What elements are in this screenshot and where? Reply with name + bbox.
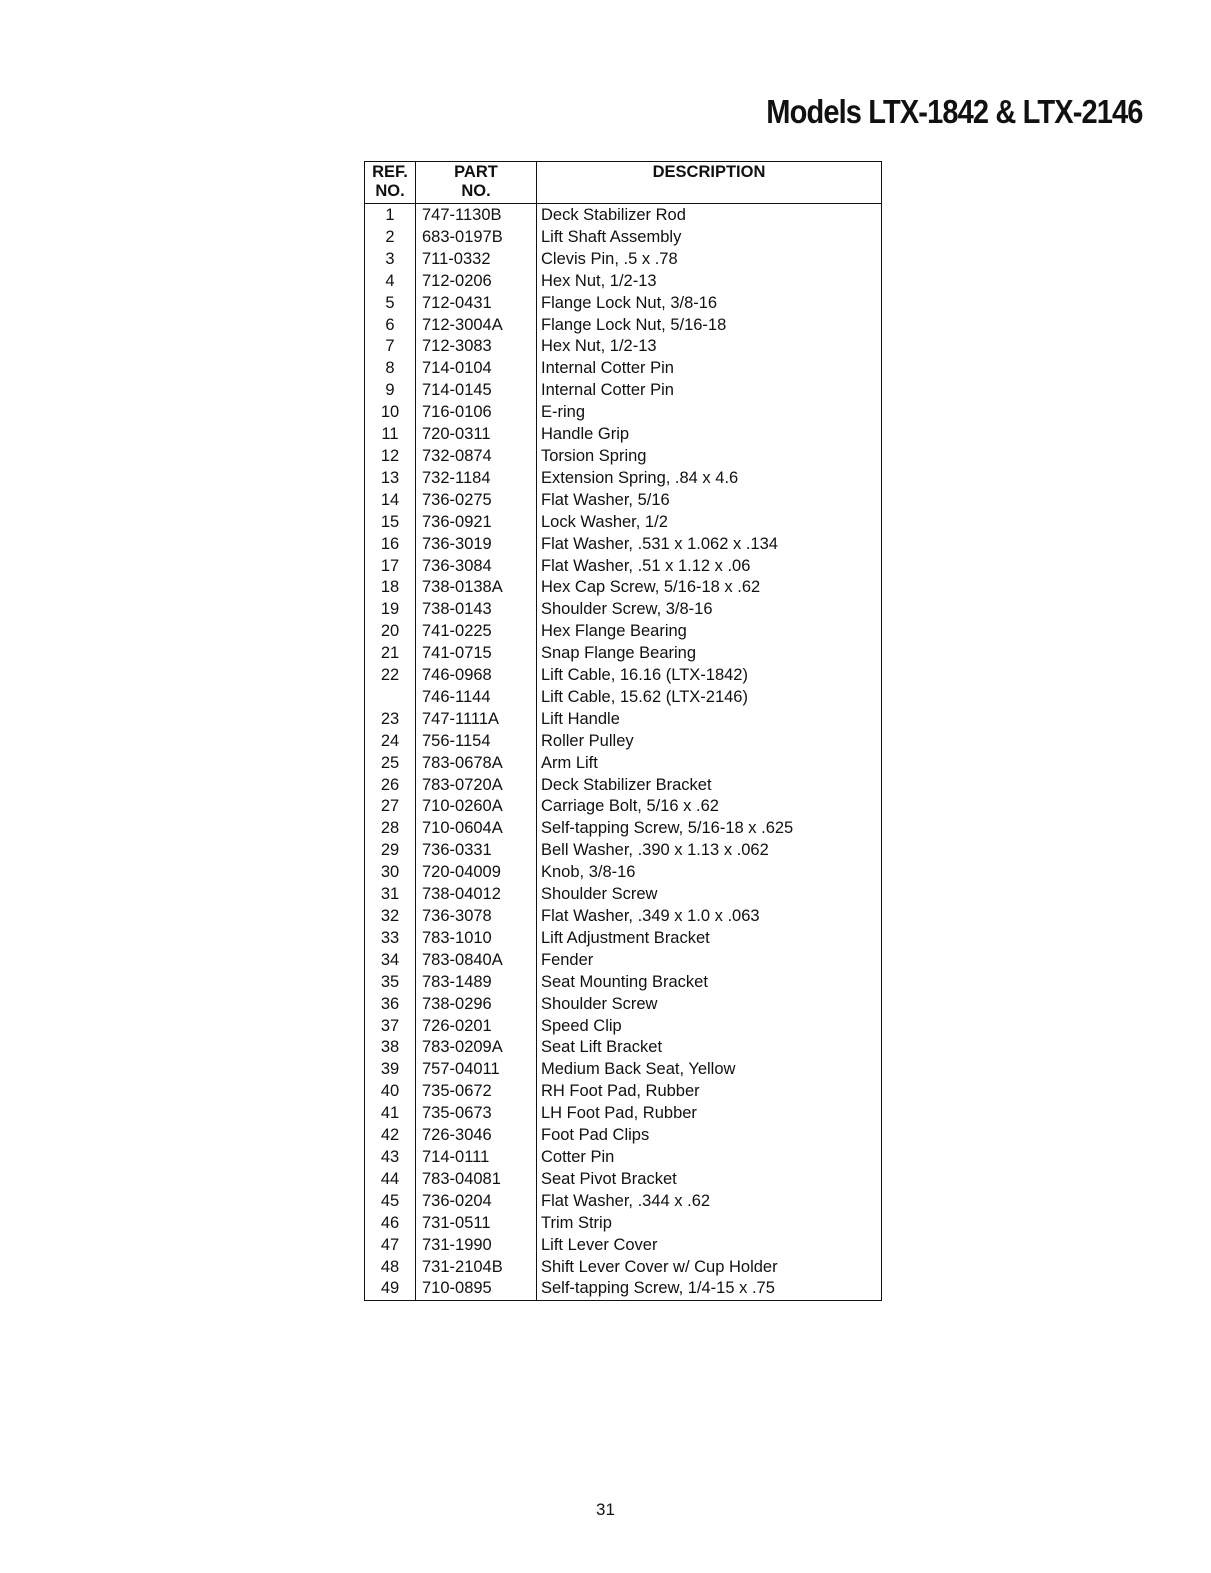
ref-no-cell [365, 687, 416, 709]
description-cell: Speed Clip [541, 1016, 622, 1035]
description-cell: Internal Cotter Pin [541, 381, 674, 400]
ref-no-cell: 34 [365, 950, 416, 972]
part-no-cell: 714-0111 [416, 1147, 537, 1169]
ref-no-cell: 47 [365, 1235, 416, 1257]
part-no-cell: 741-0715 [416, 643, 537, 665]
part-no-cell: 720-0311 [416, 424, 537, 446]
part-no-cell: 736-0921 [416, 512, 537, 534]
part-no-header [416, 162, 537, 204]
ref-no-cell: 46 [365, 1213, 416, 1235]
ref-no-cell: 25 [365, 753, 416, 775]
part-no-cell: 735-0672 [416, 1081, 537, 1103]
table-row [365, 1103, 882, 1125]
table-row [365, 1235, 882, 1257]
ref-no-cell: 23 [365, 709, 416, 731]
description-cell: Fender [541, 950, 594, 969]
part-no-cell: 746-1144 [416, 687, 537, 709]
description-cell: Seat Lift Bracket [541, 1038, 663, 1057]
table-row [365, 534, 882, 556]
parts-list-table [364, 161, 882, 1301]
ref-no-cell: 29 [365, 840, 416, 862]
ref-header-line2: NO. [375, 182, 405, 200]
ref-no-cell: 43 [365, 1147, 416, 1169]
ref-no-cell: 24 [365, 731, 416, 753]
part-no-cell: 736-3078 [416, 906, 537, 928]
description-cell: Lift Adjustment Bracket [541, 928, 710, 947]
description-cell: Flat Washer, .349 x 1.0 x .063 [541, 907, 760, 925]
ref-no-cell: 6 [365, 315, 416, 337]
table-row [365, 204, 882, 227]
description-cell: Knob, 3/8-16 [541, 863, 636, 882]
table-row [365, 1147, 882, 1169]
ref-no-cell: 13 [365, 468, 416, 490]
ref-no-cell: 32 [365, 906, 416, 928]
ref-no-cell: 37 [365, 1016, 416, 1038]
description-cell: Snap Flange Bearing [541, 644, 697, 663]
part-no-cell: 746-0968 [416, 665, 537, 687]
table-header [365, 162, 882, 204]
table-row [365, 1037, 882, 1059]
description-cell: Internal Cotter Pin [541, 359, 674, 378]
description-cell: Arm Lift [541, 753, 598, 772]
part-no-cell: 736-0331 [416, 840, 537, 862]
ref-no-cell: 15 [365, 512, 416, 534]
description-cell: Trim Strip [541, 1213, 612, 1232]
part-no-cell: 726-3046 [416, 1125, 537, 1147]
description-cell: LH Foot Pad, Rubber [541, 1104, 697, 1123]
ref-no-cell: 48 [365, 1257, 416, 1279]
ref-no-cell: 26 [365, 775, 416, 797]
description-cell: RH Foot Pad, Rubber [541, 1082, 700, 1101]
part-no-cell: 736-3019 [416, 534, 537, 556]
table-row [365, 972, 882, 994]
ref-no-cell: 28 [365, 818, 416, 840]
description-cell: Torsion Spring [541, 446, 647, 465]
ref-no-cell: 5 [365, 293, 416, 315]
part-no-cell: 738-0143 [416, 599, 537, 621]
part-no-cell: 783-0678A [416, 753, 537, 775]
description-cell: Flat Washer, 5/16 [541, 490, 670, 509]
description-cell: E-ring [541, 403, 586, 422]
description-cell: Hex Nut, 1/2-13 [541, 271, 657, 290]
table-row [365, 884, 882, 906]
table-row [365, 577, 882, 599]
table-row [365, 315, 882, 337]
ref-no-cell: 18 [365, 577, 416, 599]
table-row [365, 512, 882, 534]
ref-no-cell: 31 [365, 884, 416, 906]
header-row [365, 162, 882, 204]
part-no-cell: 710-0604A [416, 818, 537, 840]
part-no-cell: 711-0332 [416, 249, 537, 271]
ref-no-cell: 20 [365, 621, 416, 643]
ref-no-cell: 14 [365, 490, 416, 512]
ref-no-cell: 33 [365, 928, 416, 950]
ref-no-cell: 19 [365, 599, 416, 621]
part-no-cell: 712-3083 [416, 336, 537, 358]
table-row [365, 1125, 882, 1147]
ref-no-cell: 49 [365, 1278, 416, 1300]
table-row [365, 1257, 882, 1279]
ref-no-cell: 7 [365, 336, 416, 358]
description-cell: Flat Washer, .344 x .62 [541, 1191, 711, 1210]
table-row [365, 336, 882, 358]
table-row [365, 1081, 882, 1103]
part-no-cell: 736-0204 [416, 1191, 537, 1213]
description-cell: Bell Washer, .390 x 1.13 x .062 [541, 841, 769, 860]
description-cell: Hex Nut, 1/2-13 [541, 337, 657, 356]
ref-no-cell: 22 [365, 665, 416, 687]
table-row [365, 643, 882, 665]
table-row [365, 358, 882, 380]
description-cell: Flat Washer, .51 x 1.12 x .06 [541, 556, 751, 575]
table-row [365, 1213, 882, 1235]
table-row [365, 862, 882, 884]
table-row [365, 818, 882, 840]
table-row [365, 753, 882, 775]
ref-no-cell: 12 [365, 446, 416, 468]
part-no-cell: 726-0201 [416, 1016, 537, 1038]
description-cell: Shift Lever Cover w/ Cup Holder [541, 1257, 778, 1276]
part-no-cell: 731-2104B [416, 1257, 537, 1279]
part-no-cell: 720-04009 [416, 862, 537, 884]
table-row [365, 994, 882, 1016]
ref-no-cell: 40 [365, 1081, 416, 1103]
ref-no-cell: 9 [365, 380, 416, 402]
description-cell: Lift Cable, 16.16 (LTX-1842) [541, 666, 748, 685]
table-row [365, 271, 882, 293]
part-no-cell: 756-1154 [416, 731, 537, 753]
description-cell: Lift Lever Cover [541, 1235, 658, 1254]
table-row [365, 1191, 882, 1213]
page-title: Models LTX-1842 & LTX-2146 [766, 93, 1143, 130]
table-row [365, 906, 882, 928]
description-cell: Deck Stabilizer Rod [541, 206, 686, 224]
table-row [365, 775, 882, 797]
table-row [365, 468, 882, 490]
table-row [365, 1016, 882, 1038]
ref-no-cell: 21 [365, 643, 416, 665]
table-row [365, 665, 882, 687]
table-row [365, 249, 882, 271]
part-no-cell: 731-1990 [416, 1235, 537, 1257]
description-cell: Extension Spring, .84 x 4.6 [541, 468, 739, 487]
part-no-cell: 732-1184 [416, 468, 537, 490]
part-no-cell: 735-0673 [416, 1103, 537, 1125]
ref-no-cell: 45 [365, 1191, 416, 1213]
table-row [365, 402, 882, 424]
table-row [365, 1169, 882, 1191]
table-row [365, 599, 882, 621]
ref-no-cell: 11 [365, 424, 416, 446]
table-row [365, 928, 882, 950]
part-no-cell: 783-04081 [416, 1169, 537, 1191]
description-cell: Self-tapping Screw, 1/4-15 x .75 [541, 1279, 775, 1298]
ref-no-cell: 35 [365, 972, 416, 994]
ref-no-cell: 39 [365, 1059, 416, 1081]
description-cell: Flange Lock Nut, 3/8-16 [541, 293, 718, 312]
part-no-cell: 710-0260A [416, 796, 537, 818]
description-cell: Clevis Pin, .5 x .78 [541, 249, 678, 268]
description-header-label: DESCRIPTION [652, 163, 766, 181]
ref-no-cell: 30 [365, 862, 416, 884]
part-no-cell: 738-0138A [416, 577, 537, 599]
table-row [365, 621, 882, 643]
description-cell: Cotter Pin [541, 1147, 615, 1166]
part-no-cell: 783-0209A [416, 1037, 537, 1059]
part-no-cell: 747-1111A [416, 709, 537, 731]
description-cell: Medium Back Seat, Yellow [541, 1060, 736, 1079]
description-cell: Lock Washer, 1/2 [541, 512, 668, 531]
table-row [365, 731, 882, 753]
description-cell: Shoulder Screw [541, 994, 658, 1013]
table-row [365, 380, 882, 402]
part-header-line2: NO. [461, 182, 491, 200]
part-no-cell: 783-1489 [416, 972, 537, 994]
table-row [365, 293, 882, 315]
ref-no-cell: 10 [365, 402, 416, 424]
table-row [365, 687, 882, 709]
ref-no-cell: 16 [365, 534, 416, 556]
table-row [365, 1059, 882, 1081]
ref-no-cell: 36 [365, 994, 416, 1016]
ref-no-cell: 4 [365, 271, 416, 293]
part-no-cell: 757-04011 [416, 1059, 537, 1081]
ref-no-cell: 1 [365, 204, 416, 227]
ref-no-cell: 41 [365, 1103, 416, 1125]
description-header [537, 162, 882, 204]
description-cell: Seat Mounting Bracket [541, 972, 708, 991]
ref-no-cell: 44 [365, 1169, 416, 1191]
part-no-cell: 712-3004A [416, 315, 537, 337]
table-row [365, 796, 882, 818]
description-cell: Foot Pad Clips [541, 1126, 650, 1145]
part-no-cell: 738-04012 [416, 884, 537, 906]
table-row [365, 490, 882, 512]
part-no-cell: 714-0104 [416, 358, 537, 380]
part-no-cell: 710-0895 [416, 1278, 537, 1300]
description-cell: Seat Pivot Bracket [541, 1169, 677, 1188]
description-cell: Lift Cable, 15.62 (LTX-2146) [541, 687, 748, 706]
description-cell: Flat Washer, .531 x 1.062 x .134 [541, 534, 778, 553]
part-no-cell: 736-0275 [416, 490, 537, 512]
description-cell: Deck Stabilizer Bracket [541, 775, 712, 794]
description-cell: Hex Cap Screw, 5/16-18 x .62 [541, 578, 761, 597]
ref-no-cell: 38 [365, 1037, 416, 1059]
description-cell: Lift Handle [541, 709, 620, 728]
part-no-cell: 741-0225 [416, 621, 537, 643]
part-no-cell: 714-0145 [416, 380, 537, 402]
part-no-cell: 716-0106 [416, 402, 537, 424]
part-no-cell: 712-0431 [416, 293, 537, 315]
ref-no-cell: 42 [365, 1125, 416, 1147]
table-row [365, 1278, 882, 1300]
description-cell: Self-tapping Screw, 5/16-18 x .625 [541, 819, 794, 838]
part-header-line1: PART [454, 163, 498, 181]
part-no-cell: 731-0511 [416, 1213, 537, 1235]
table-row [365, 227, 882, 249]
description-cell: Handle Grip [541, 425, 630, 444]
description-cell: Carriage Bolt, 5/16 x .62 [541, 797, 719, 816]
part-no-cell: 738-0296 [416, 994, 537, 1016]
ref-no-cell: 3 [365, 249, 416, 271]
part-no-cell: 683-0197B [416, 227, 537, 249]
part-no-cell: 712-0206 [416, 271, 537, 293]
ref-no-cell: 17 [365, 556, 416, 578]
page-number: 31 [596, 1500, 615, 1519]
description-cell: Flange Lock Nut, 5/16-18 [541, 315, 727, 334]
table-row [365, 840, 882, 862]
ref-no-cell: 27 [365, 796, 416, 818]
description-cell: Shoulder Screw [541, 885, 658, 904]
ref-no-header [365, 162, 416, 204]
description-cell: Lift Shaft Assembly [541, 227, 682, 246]
table-body [365, 204, 882, 1301]
table-row [365, 446, 882, 468]
description-cell: Roller Pulley [541, 731, 634, 750]
description-cell: Shoulder Screw, 3/8-16 [541, 600, 713, 619]
ref-header-line1: REF. [372, 163, 408, 181]
part-no-cell: 783-0720A [416, 775, 537, 797]
table-row [365, 950, 882, 972]
part-no-cell: 747-1130B [416, 204, 537, 227]
description-cell: Hex Flange Bearing [541, 622, 687, 641]
part-no-cell: 783-1010 [416, 928, 537, 950]
part-no-cell: 732-0874 [416, 446, 537, 468]
ref-no-cell: 8 [365, 358, 416, 380]
part-no-cell: 783-0840A [416, 950, 537, 972]
part-no-cell: 736-3084 [416, 556, 537, 578]
table-row [365, 556, 882, 578]
ref-no-cell: 2 [365, 227, 416, 249]
table-row [365, 709, 882, 731]
table-row [365, 424, 882, 446]
